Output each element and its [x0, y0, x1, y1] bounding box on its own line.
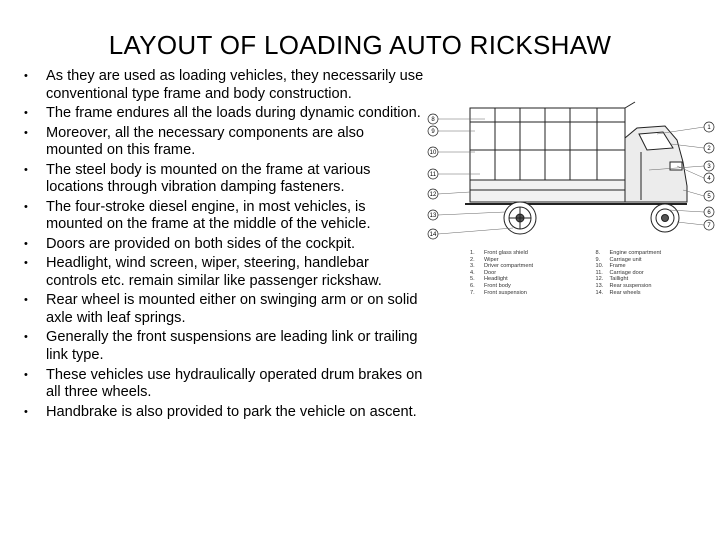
bullet-item: • The steel body is mounted on the frame at various locations through vibration damping fasteners.	[24, 162, 424, 197]
svg-text:9: 9	[431, 129, 435, 135]
svg-text:4: 4	[707, 176, 711, 182]
svg-text:1: 1	[707, 125, 711, 131]
legend-column-left	[470, 250, 590, 296]
bullet-item: • Rear wheel is mounted either on swinging arm or on solid axle with leaf springs.	[24, 292, 424, 327]
legend-item: 5. Headlight	[470, 276, 508, 283]
legend-item: 2. Wiper	[470, 256, 499, 263]
svg-text:13: 13	[429, 213, 437, 219]
front-wheel	[651, 204, 679, 232]
bullet-item: • The frame endures all the loads during dynamic condition.	[24, 105, 424, 123]
svg-text:10: 10	[429, 150, 437, 156]
svg-text:7: 7	[707, 223, 711, 229]
legend-item: 10. Frame	[595, 263, 626, 270]
callout-7	[704, 220, 714, 230]
svg-text:8: 8	[431, 117, 435, 123]
legend-item: 9. Carriage unit	[595, 256, 642, 263]
legend-item: 14. Rear wheels	[595, 289, 641, 296]
slide-title: LAYOUT OF LOADING AUTO RICKSHAW	[108, 30, 612, 60]
legend-item: 7. Front suspension	[470, 289, 527, 296]
svg-text:12: 12	[429, 192, 437, 198]
parts-legend	[470, 250, 715, 296]
bullet-item: • Handbrake is also provided to park the vehicle on ascent.	[24, 404, 424, 422]
auto-rickshaw-diagram	[425, 100, 720, 245]
callout-12	[428, 189, 438, 199]
legend-item: 1. Front glass shield	[470, 250, 528, 256]
bullet-item: • These vehicles use hydraulically operated drum brakes on all three wheels.	[24, 367, 424, 402]
bullet-item: • Generally the front suspensions are leading link or trailing link type.	[24, 329, 424, 364]
svg-text:3: 3	[707, 164, 711, 170]
callout-5	[704, 191, 714, 201]
legend-item: 12. Taillight	[595, 276, 629, 283]
callout-11	[428, 169, 438, 179]
rear-wheel	[504, 202, 536, 234]
callout-6	[704, 207, 714, 217]
bullet-item: • As they are used as loading vehicles, they necessarily use conventional type frame and body construction.	[24, 68, 424, 103]
svg-text:5: 5	[707, 194, 711, 200]
legend-item: 4. Door	[470, 269, 497, 276]
callout-10	[428, 147, 438, 157]
legend-item: 6. Front body	[470, 282, 511, 289]
legend-item: 8. Engine compartment	[595, 250, 662, 256]
legend-item: 13. Rear suspension	[595, 282, 652, 289]
carriage-body	[470, 180, 625, 202]
legend-item: 3. Driver compartment	[470, 263, 534, 270]
callout-9	[428, 126, 438, 136]
driver-cab	[625, 126, 687, 202]
bullet-list	[24, 68, 424, 423]
svg-text:6: 6	[707, 210, 711, 216]
svg-text:14: 14	[429, 232, 437, 238]
callout-1	[704, 122, 714, 132]
svg-text:11: 11	[429, 172, 437, 178]
bullet-item: • Headlight, wind screen, wiper, steering, handlebar controls etc. remain similar like passenger rickshaw.	[24, 255, 424, 290]
callout-4	[704, 173, 714, 183]
callout-2	[704, 143, 714, 153]
callout-14	[428, 229, 438, 239]
callout-3	[704, 161, 714, 171]
svg-text:2: 2	[707, 146, 711, 152]
bullet-item: • Doors are provided on both sides of the cockpit.	[24, 236, 424, 254]
carriage-cage	[470, 102, 635, 180]
legend-column-right	[596, 250, 716, 296]
bullet-item: • Moreover, all the necessary components are also mounted on this frame.	[24, 125, 424, 160]
callout-8	[428, 114, 438, 124]
bullet-item: • The four-stroke diesel engine, in most vehicles, is mounted on the frame at the middle of the vehicle.	[24, 199, 424, 234]
callout-13	[428, 210, 438, 220]
legend-item: 11. Carriage door	[595, 269, 644, 276]
